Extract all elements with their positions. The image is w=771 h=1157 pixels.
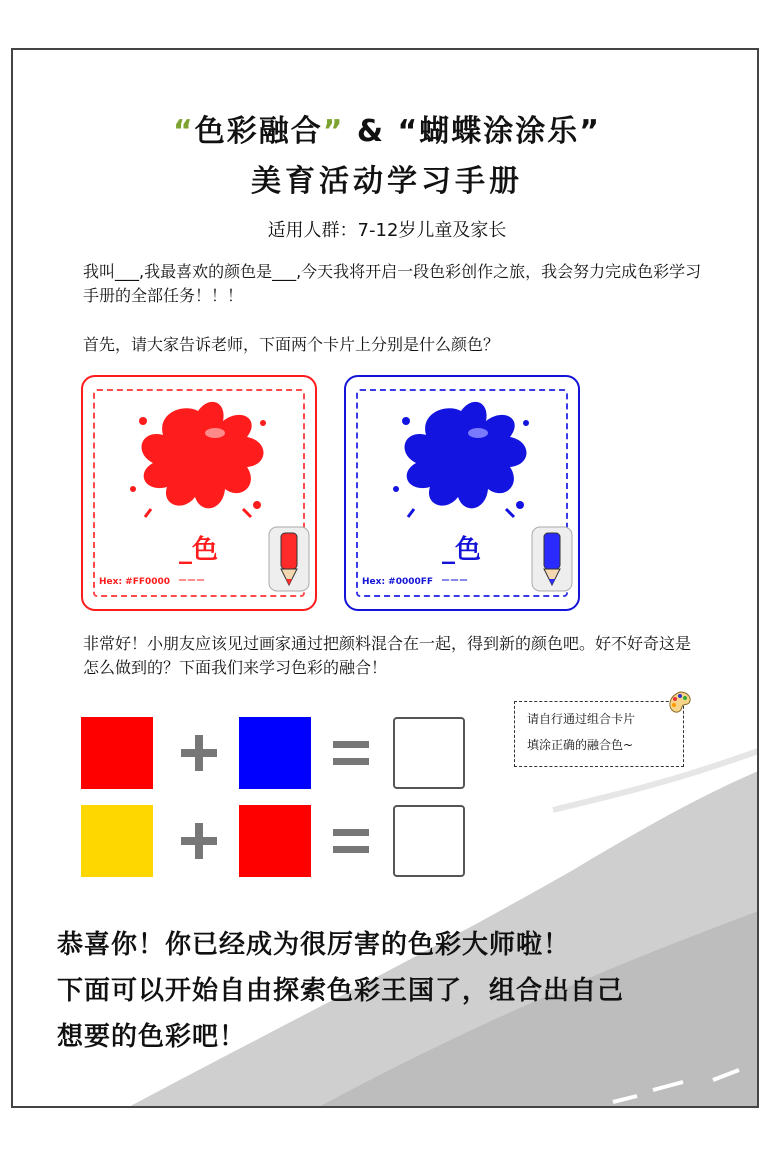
audience-text: 适用人群：7-12岁儿童及家长 [267,220,507,241]
card-answer-blank: _色 [442,535,482,565]
color-card-blue [344,375,580,611]
plus-icon [179,821,219,861]
card-underline: ___ [442,565,469,581]
result-blank-square[interactable] [393,717,465,789]
finale-line-3: 想要的色彩吧！ [57,1022,247,1052]
plus-icon [179,733,219,773]
equals-icon [331,821,371,861]
red-pencil-icon [267,525,311,593]
instruction-note [514,701,684,767]
color-square-yellow [81,805,153,877]
intro-paragraph: 我叫___,我最喜欢的颜色是___,今天我将开启一段色彩创作之旅，我会努力完成色彩学习手册的全部任务！！！ [83,262,702,305]
color-square-red [81,717,153,789]
color-card-red [81,375,317,611]
note-line-1: 请自行通过组合卡片 [527,712,636,726]
equals-icon [331,733,371,773]
card-answer-blank: _色 [179,535,219,565]
finale-line-1: 恭喜你！你已经成为很厉害的色彩大师啦！ [57,930,571,960]
title-part1: 色彩融合 [194,114,323,149]
card-hex-code: Hex: #FF0000 [99,577,171,587]
congratulations-text [57,922,747,1060]
title-quote-left: “ [173,114,195,149]
title-quote-right: ” [322,114,345,149]
paint-palette-icon [667,690,693,716]
question-paragraph: 首先，请大家告诉老师，下面两个卡片上分别是什么颜色？ [83,335,500,354]
card-underline: ___ [179,565,206,581]
blue-pencil-icon [530,525,574,593]
red-paint-splat-icon [123,393,273,523]
handbook-page [11,48,759,1108]
note-line-2: 填涂正确的融合色~ [527,738,634,752]
blue-paint-splat-icon [386,393,536,523]
finale-line-2: 下面可以开始自由探索色彩王国了，组合出自己 [57,976,625,1006]
result-blank-square[interactable] [393,805,465,877]
page-subtitle: 美育活动学习手册 [251,164,523,199]
page-title [13,106,759,150]
color-square-blue [239,717,311,789]
color-square-red [239,805,311,877]
card-hex-code: Hex: #0000FF [362,577,434,587]
mixing-paragraph: 非常好！小朋友应该见过画家通过把颜料混合在一起，得到新的颜色吧。好不好奇这是怎么做到的？下面我们来学习色彩的融合！ [83,634,692,677]
title-joiner: & “蝴蝶涂涂乐” [344,114,601,149]
